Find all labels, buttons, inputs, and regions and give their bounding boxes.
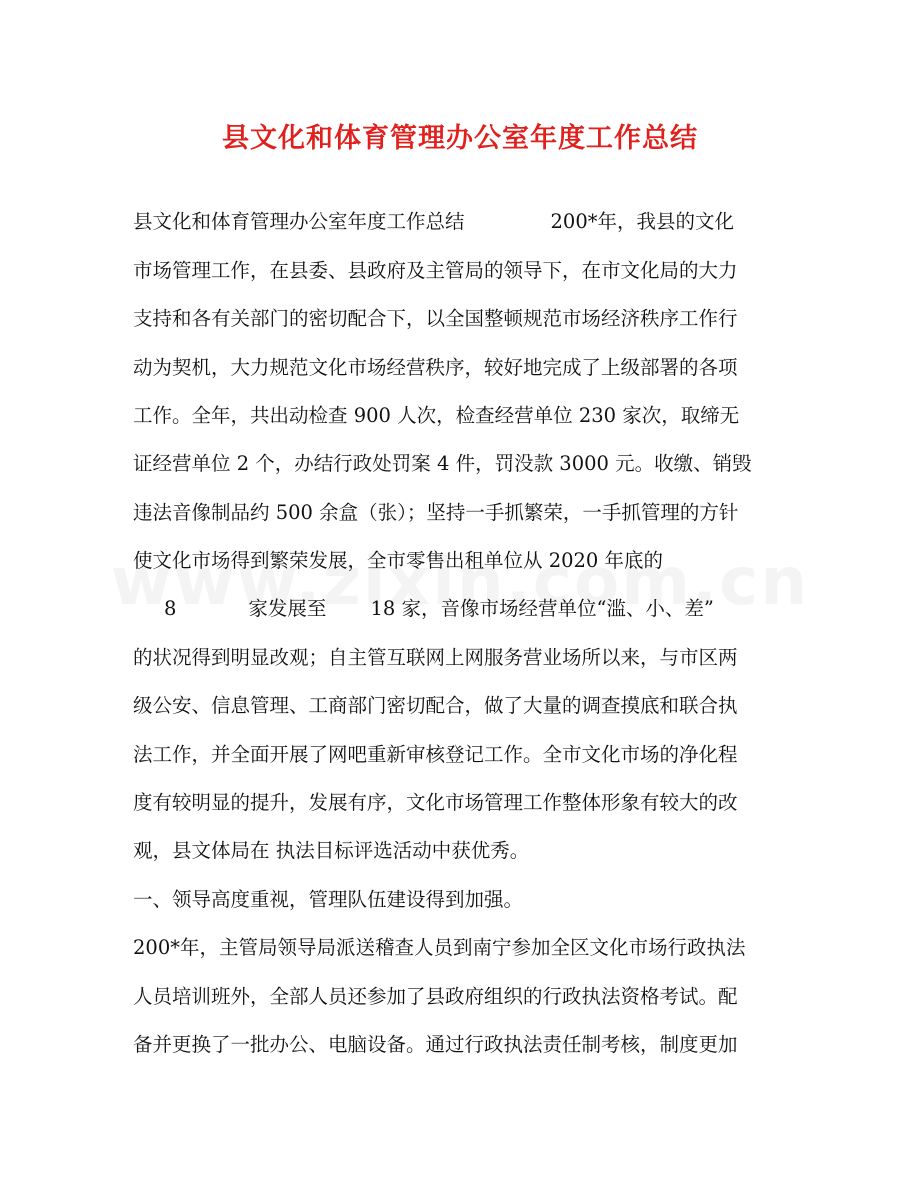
paragraph-line: 违法音像制品约 500 余盒（张）；坚持一手抓繁荣，一手抓管理的方针 (133, 501, 739, 524)
line-text: 县文化和体育管理办公室年度工作总结 (133, 210, 465, 233)
paragraph-line: 级公安、信息管理、工商部门密切配合，做了大量的调查摸底和联合执 (133, 694, 738, 717)
line-text: 家发展至 (248, 597, 327, 620)
line-text: 8 (164, 597, 177, 620)
line-text: 200*年，我县的文化 (550, 210, 734, 233)
document-title: 县文化和体育管理办公室年度工作总结 (222, 123, 698, 154)
paragraph-line: 市场管理工作，在县委、县政府及主管局的领导下，在市文化局的大力 (133, 259, 738, 282)
paragraph-line: 动为契机，大力规范文化市场经营秩序，较好地完成了上级部署的各项 (133, 356, 738, 379)
paragraph-line: 的状况得到明显改观；自主管互联网上网服务营业场所以来，与市区两 (133, 646, 738, 669)
paragraph-line (164, 597, 714, 621)
paragraph-line: 使文化市场得到繁荣发展，全市零售出租单位从 2020 年底的 (133, 549, 664, 572)
paragraph-line: 观，县文体局在 执法目标评选活动中获优秀。 (133, 839, 530, 862)
paragraph-line: 工作。全年，共出动检查 900 人次，检查经营单位 230 家次，取缔无 (133, 404, 740, 427)
section-heading: 一、领导高度重视，管理队伍建设得到加强。 (133, 888, 524, 911)
paragraph-line: 证经营单位 2 个，办结行政处罚案 4 件，罚没款 3000 元。收缴、销毁 (133, 452, 752, 475)
paragraph-line: 备并更换了一批办公、电脑设备。通过行政执法责任制考核，制度更加 (133, 1033, 738, 1056)
paragraph-line: 支持和各有关部门的密切配合下，以全国整顿规范市场经济秩序工作行 (133, 307, 738, 330)
paragraph-line: 人员培训班外，全部人员还参加了县政府组织的行政执法资格考试。配 (133, 985, 738, 1008)
paragraph-line: 200*年，主管局领导局派送稽查人员到南宁参加全区文化市场行政执法 (133, 936, 746, 959)
paragraph-line: 度有较明显的提升，发展有序，文化市场管理工作整体形象有较大的改 (133, 791, 738, 814)
paragraph-line: 法工作，并全面开展了网吧重新审核登记工作。全市文化市场的净化程 (133, 743, 738, 766)
line-text: 18 家，音像市场经营单位“滥、小、差” (370, 597, 714, 620)
paragraph-line (133, 210, 734, 234)
